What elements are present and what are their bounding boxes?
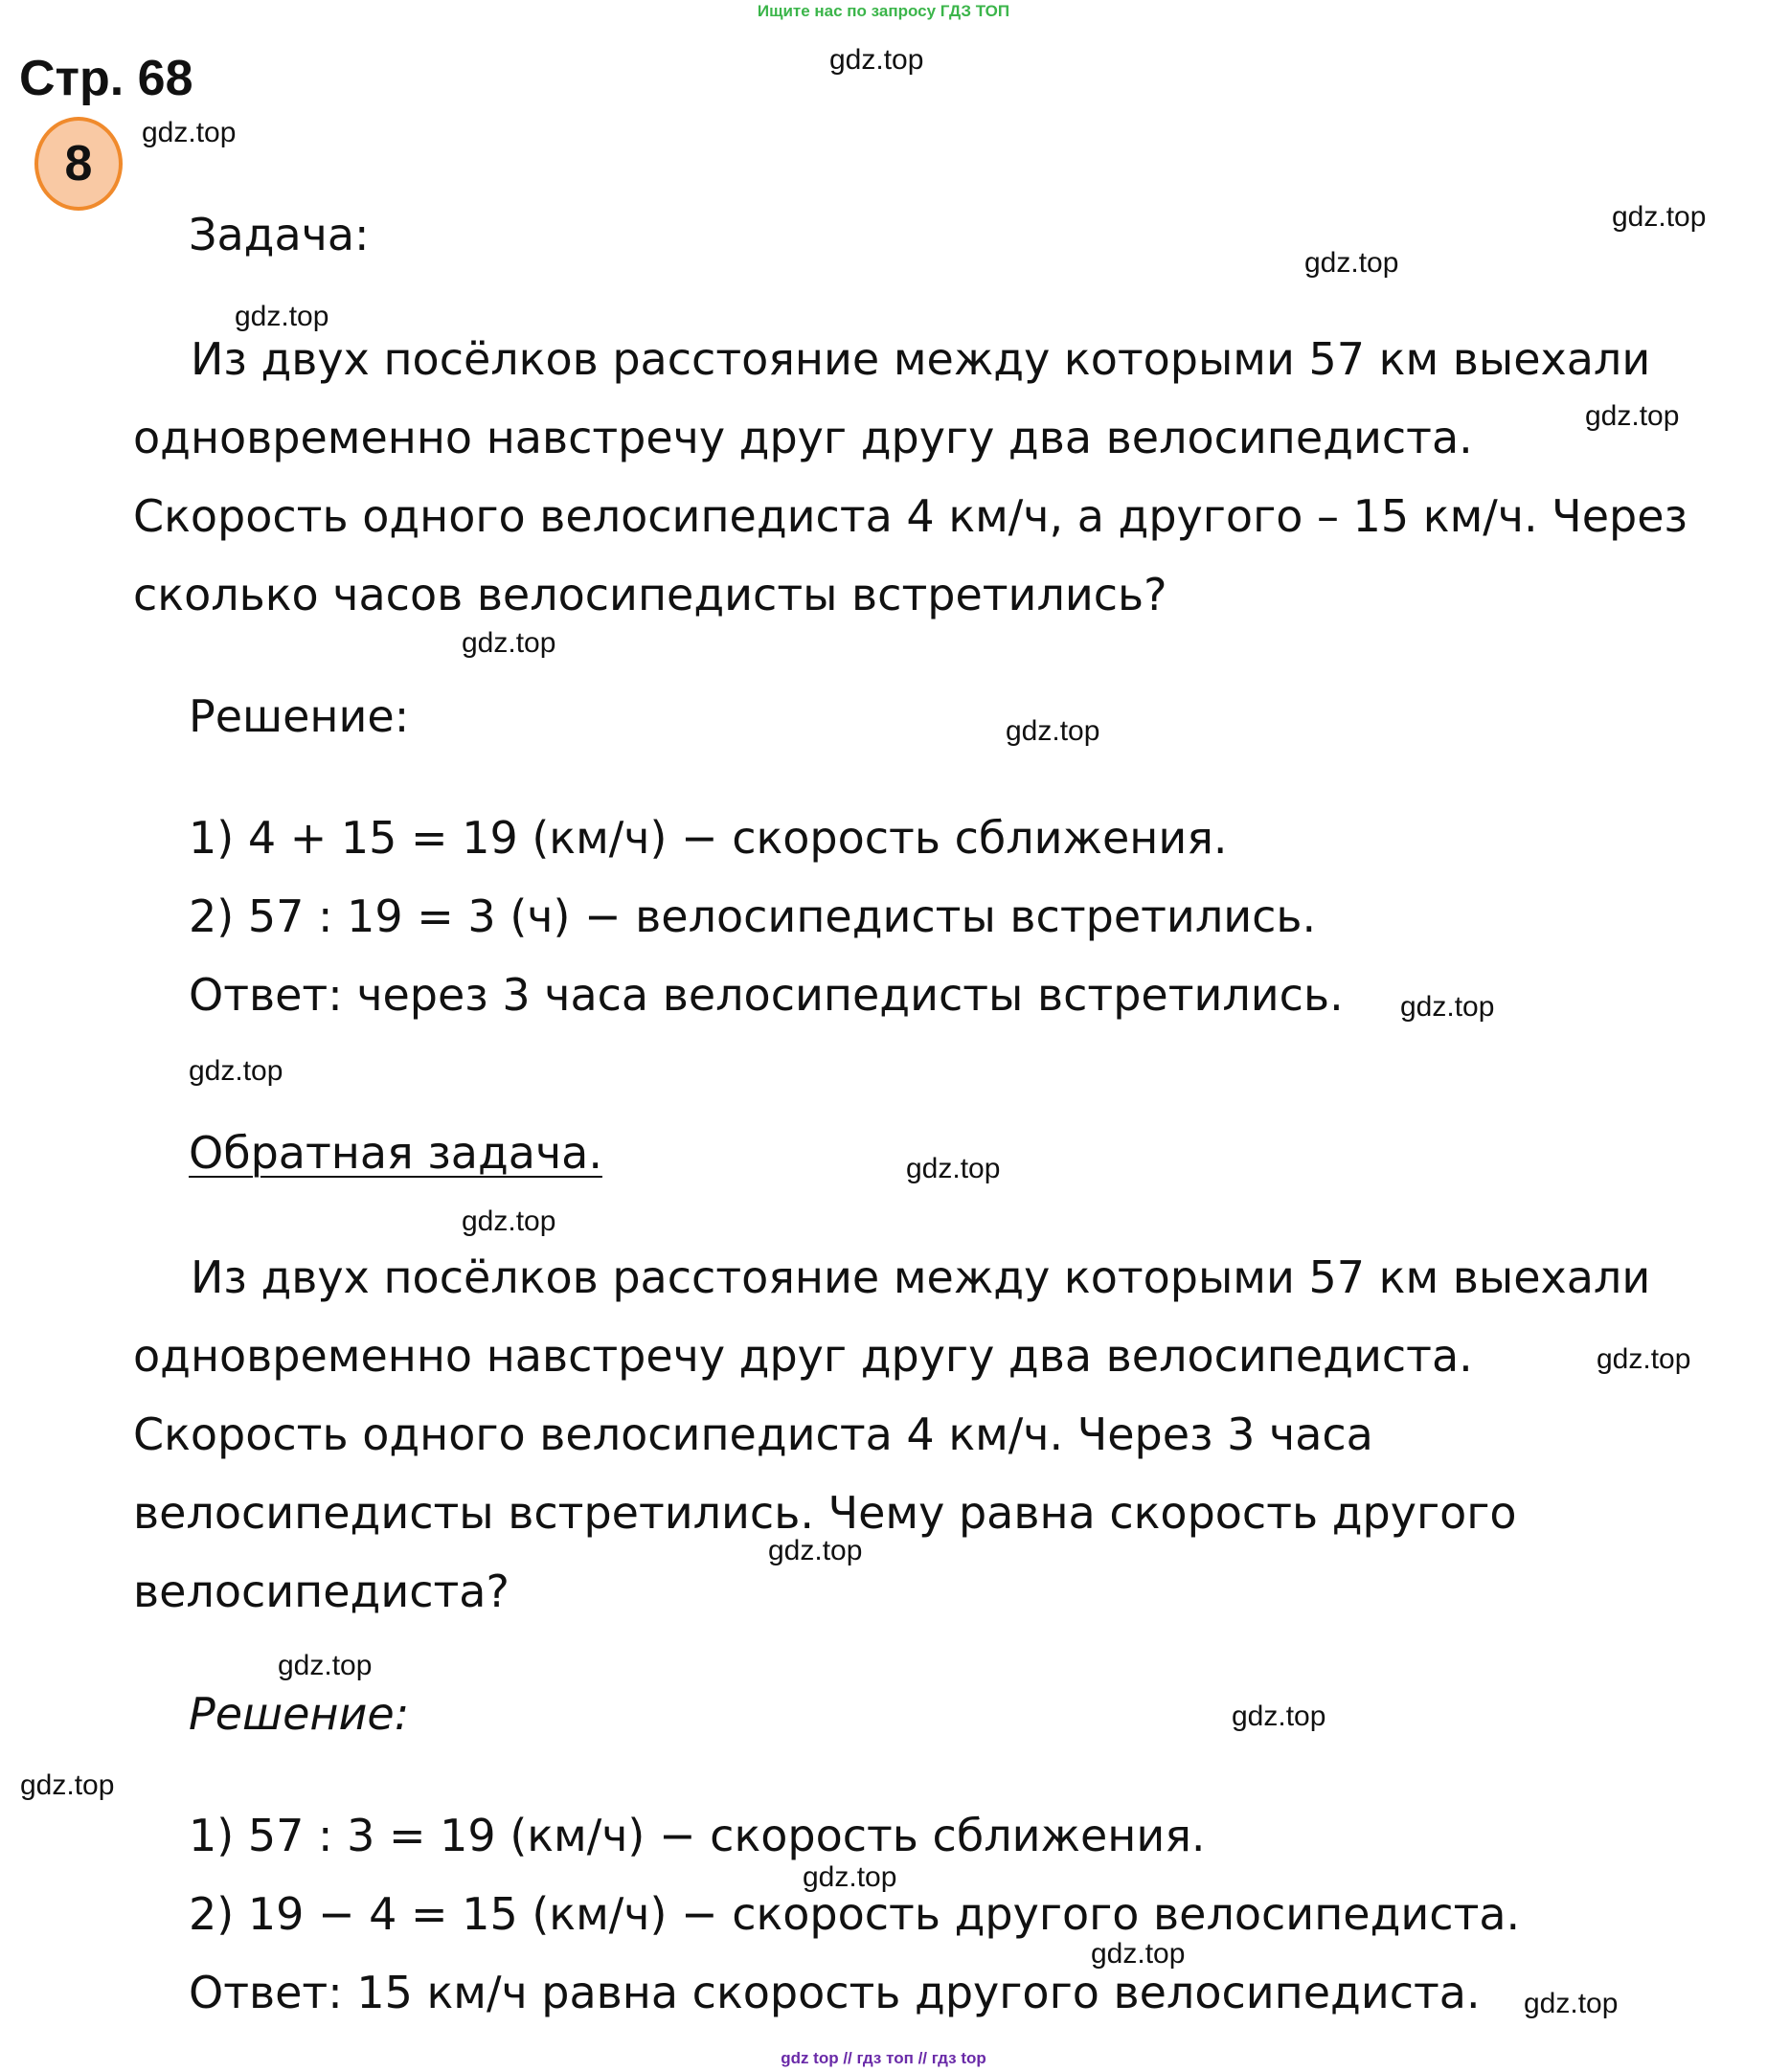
reverse-solution-answer: Ответ: 15 км/ч равна скорость другого велосипедиста. bbox=[189, 1967, 1481, 2018]
watermark: gdz.top bbox=[20, 1769, 115, 1801]
solution-heading: Решение: bbox=[189, 690, 410, 742]
reverse-solution-step-1: 1) 57 : 3 = 19 (км/ч) − скорость сближения. bbox=[189, 1810, 1206, 1861]
watermark: gdz.top bbox=[803, 1861, 897, 1893]
watermark: gdz.top bbox=[1006, 715, 1100, 747]
task-text bbox=[133, 320, 1742, 634]
watermark: gdz.top bbox=[278, 1650, 373, 1681]
watermark: gdz.top bbox=[1597, 1343, 1691, 1375]
reverse-task-line: Из двух посёлков расстояние между которыми 57 км выехали bbox=[191, 1251, 1651, 1303]
reverse-task-line: велосипедисты встретились. Чему равна скорость другого bbox=[133, 1487, 1517, 1539]
watermark: gdz.top bbox=[462, 1205, 556, 1237]
task-line: Из двух посёлков расстояние между которыми 57 км выехали bbox=[191, 333, 1651, 385]
solution-step-1: 1) 4 + 15 = 19 (км/ч) − скорость сближения. bbox=[189, 812, 1228, 864]
task-line: сколько часов велосипедисты встретились? bbox=[133, 569, 1167, 620]
watermark: gdz.top bbox=[142, 117, 237, 148]
reverse-solution-step-2: 2) 19 − 4 = 15 (км/ч) − скорость другого велосипедиста. bbox=[189, 1888, 1521, 1940]
page-title: Стр. 68 bbox=[19, 51, 193, 106]
watermark: gdz.top bbox=[189, 1055, 283, 1087]
solution-step-2: 2) 57 : 19 = 3 (ч) − велосипедисты встретились. bbox=[189, 890, 1317, 942]
watermark: gdz.top bbox=[906, 1153, 1001, 1184]
watermark: gdz.top bbox=[1400, 991, 1495, 1023]
bottom-banner: gdz top // гдз топ // гдз top bbox=[781, 2049, 986, 2067]
task-line: Скорость одного велосипедиста 4 км/ч, а другого – 15 км/ч. Через bbox=[133, 490, 1688, 542]
watermark: gdz.top bbox=[1304, 247, 1399, 279]
reverse-task-line: одновременно навстречу друг другу два велосипедиста. bbox=[133, 1330, 1473, 1382]
exercise-number: 8 bbox=[64, 136, 93, 191]
solution-answer: Ответ: через 3 часа велосипедисты встретились. bbox=[189, 969, 1344, 1021]
task-heading: Задача: bbox=[189, 209, 370, 260]
reverse-solution-heading: Решение: bbox=[189, 1688, 410, 1740]
watermark: gdz.top bbox=[768, 1535, 863, 1566]
watermark: gdz.top bbox=[1585, 400, 1680, 432]
watermark: gdz.top bbox=[1091, 1938, 1186, 1970]
watermark: gdz.top bbox=[1232, 1700, 1326, 1732]
watermark: gdz.top bbox=[1612, 201, 1707, 233]
watermark: gdz.top bbox=[1524, 1988, 1619, 2019]
watermark: gdz.top bbox=[462, 627, 556, 659]
exercise-number-badge bbox=[34, 117, 123, 211]
reverse-task-line: Скорость одного велосипедиста 4 км/ч. Через 3 часа bbox=[133, 1408, 1373, 1460]
task-line: одновременно навстречу друг другу два велосипедиста. bbox=[133, 412, 1473, 463]
watermark: gdz.top bbox=[829, 44, 924, 76]
reverse-task-text bbox=[133, 1238, 1742, 1631]
reverse-task-heading: Обратная задача. bbox=[189, 1127, 602, 1179]
watermark: gdz.top bbox=[235, 301, 329, 332]
reverse-task-line: велосипедиста? bbox=[133, 1565, 510, 1617]
top-banner: Ищите нас по запросу ГДЗ ТОП bbox=[757, 2, 1010, 20]
